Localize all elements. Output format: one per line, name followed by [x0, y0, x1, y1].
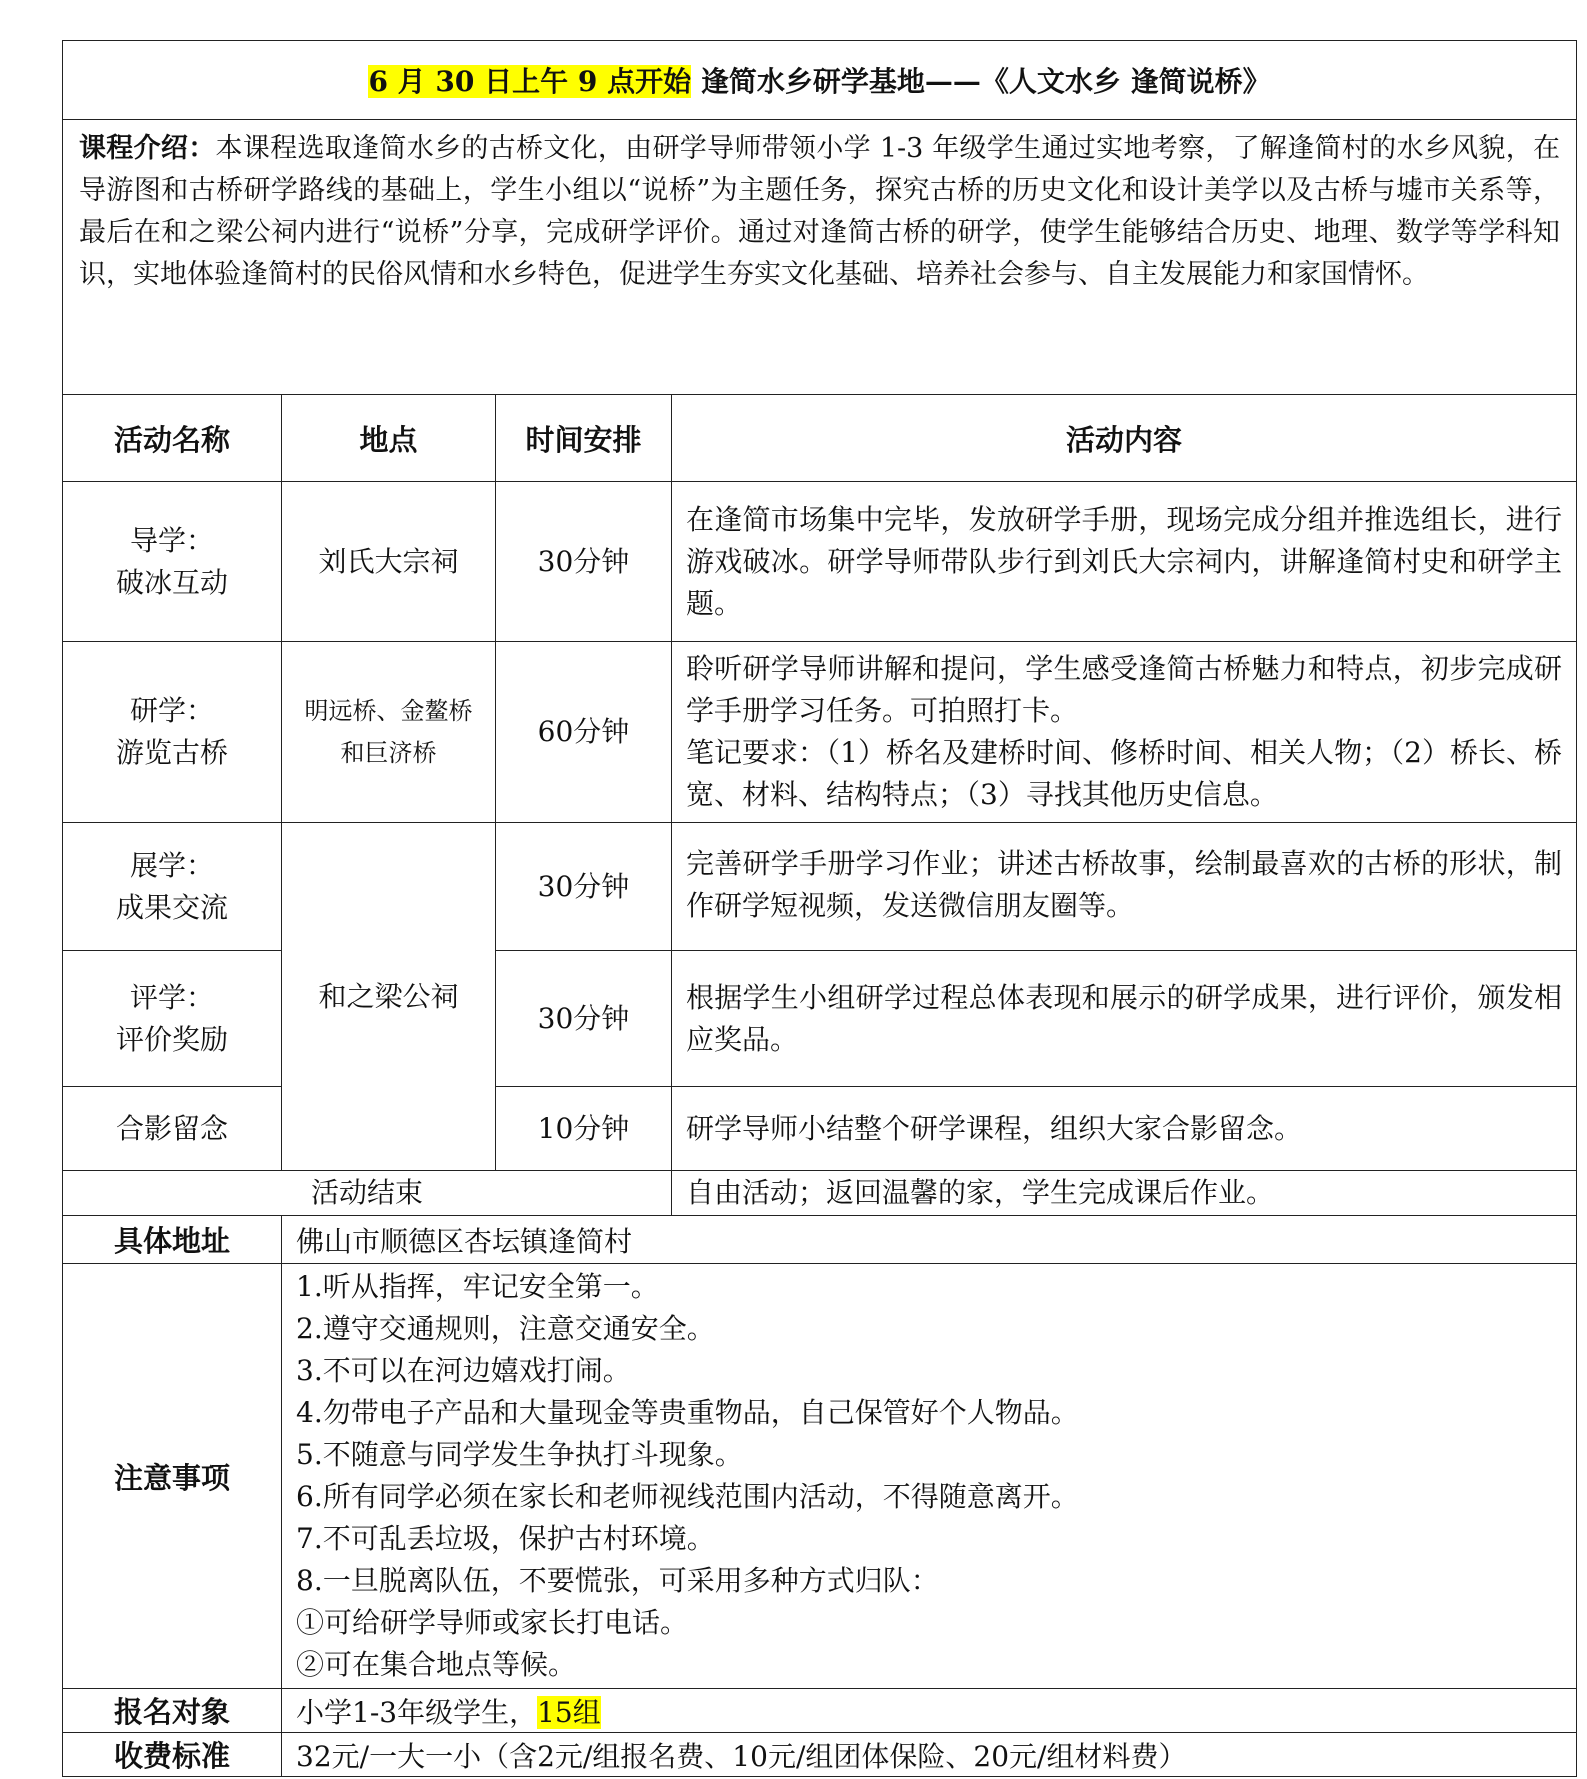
notes-row — [63, 1264, 1577, 1689]
intro-label: 课程介绍： — [79, 133, 216, 164]
list-item: 8.一旦脱离队伍，不要慌张，可采用多种方式归队： — [296, 1564, 939, 1597]
header-content: 活动内容 — [672, 395, 1577, 482]
activity-content: 研学导师小结整个研学课程，组织大家合影留念。 — [672, 1087, 1577, 1171]
table-row — [63, 642, 1577, 823]
target-row — [63, 1689, 1577, 1733]
activity-time: 60分钟 — [496, 642, 672, 823]
activity-place: 刘氏大宗祠 — [282, 482, 496, 642]
activity-place: 明远桥、金鳌桥 和巨济桥 — [282, 642, 496, 823]
intro-text: 本课程选取逢简水乡的古桥文化，由研学导师带领小学 1-3 年级学生通过实地考察，了解逢简村的水乡风貌，在导游图和古桥研学路线的基础上，学生小组以“说桥”为主题任务，探究古桥的历史文化和设计美学以及古桥与墟市关系等，最后在和之梁公祠内进行“说桥”分享，完成研学评价。通过对逢简古桥的研学，使学生能够结合历史、地理、数学等学科知识，实地体验逢简村的民俗风情和水乡特色，促进学生夯实文化基础、培养社会参与、自主发展能力和家国情怀。 — [79, 133, 1561, 290]
list-item: 7.不可乱丢垃圾，保护古村环境。 — [296, 1522, 715, 1555]
header-time: 时间安排 — [496, 395, 672, 482]
header-name: 活动名称 — [63, 395, 282, 482]
activity-time: 30分钟 — [496, 482, 672, 642]
list-item: 6.所有同学必须在家长和老师视线范围内活动，不得随意离开。 — [296, 1480, 1079, 1513]
activity-content: 根据学生小组研学过程总体表现和展示的研学成果，进行评价，颁发相应奖品。 — [672, 951, 1577, 1087]
notes-list — [282, 1264, 1577, 1689]
list-item: 4.勿带电子产品和大量现金等贵重物品，自己保管好个人物品。 — [296, 1396, 1079, 1429]
activity-name: 研学： 游览古桥 — [63, 642, 282, 823]
fee-label: 收费标准 — [63, 1733, 282, 1777]
list-item: 3.不可以在河边嬉戏打闹。 — [296, 1354, 631, 1387]
activity-time: 30分钟 — [496, 823, 672, 951]
page-title — [63, 41, 1577, 120]
activity-name: 导学： 破冰互动 — [63, 482, 282, 642]
target-label: 报名对象 — [63, 1689, 282, 1733]
list-item: ②可在集合地点等候。 — [296, 1648, 577, 1681]
activity-time: 10分钟 — [496, 1087, 672, 1171]
activity-time: 30分钟 — [496, 951, 672, 1087]
table-row — [63, 823, 1577, 951]
address-label: 具体地址 — [63, 1216, 282, 1264]
activity-name: 评学： 评价奖励 — [63, 951, 282, 1087]
end-label: 活动结束 — [63, 1171, 672, 1216]
list-item: 2.遵守交通规则，注意交通安全。 — [296, 1312, 715, 1345]
list-item: ①可给研学导师或家长打电话。 — [296, 1606, 689, 1639]
activity-name: 展学： 成果交流 — [63, 823, 282, 951]
list-item: 5.不随意与同学发生争执打斗现象。 — [296, 1438, 743, 1471]
course-intro — [63, 120, 1577, 395]
header-place: 地点 — [282, 395, 496, 482]
list-item: 1.听从指挥，牢记安全第一。 — [296, 1270, 659, 1303]
activity-name: 合影留念 — [63, 1087, 282, 1171]
activity-content: 聆听研学导师讲解和提问，学生感受逢简古桥魅力和特点，初步完成研学手册学习任务。可拍照打卡。 笔记要求：（1）桥名及建桥时间、修桥时间、相关人物；（2）桥长、桥宽、材料、结构特点；（3）寻找其他历史信息。 — [672, 642, 1577, 823]
fee-row — [63, 1733, 1577, 1777]
group-count-highlight: 15组 — [537, 1695, 601, 1729]
start-time-highlight: 6 月 30 日上午 9 点开始 — [368, 65, 692, 98]
table-row — [63, 482, 1577, 642]
activity-place: 和之梁公祠 — [282, 823, 496, 1171]
address-row — [63, 1216, 1577, 1264]
end-row — [63, 1171, 1577, 1216]
title-text: 逢简水乡研学基地——《人文水乡 逢简说桥》 — [691, 65, 1271, 98]
address-value: 佛山市顺德区杏坛镇逢简村 — [282, 1216, 1577, 1264]
itinerary-table — [62, 40, 1577, 1777]
end-content: 自由活动；返回温馨的家，学生完成课后作业。 — [672, 1171, 1577, 1216]
activity-content: 完善研学手册学习作业；讲述古桥故事，绘制最喜欢的古桥的形状，制作研学短视频，发送微信朋友圈等。 — [672, 823, 1577, 951]
target-value: 小学1-3年级学生，15组 — [282, 1689, 1577, 1733]
notes-label: 注意事项 — [63, 1264, 282, 1689]
activity-content: 在逢简市场集中完毕，发放研学手册，现场完成分组并推选组长，进行游戏破冰。研学导师带队步行到刘氏大宗祠内，讲解逢简村史和研学主题。 — [672, 482, 1577, 642]
fee-value: 32元/一大一小（含2元/组报名费、10元/组团体保险、20元/组材料费） — [282, 1733, 1577, 1777]
